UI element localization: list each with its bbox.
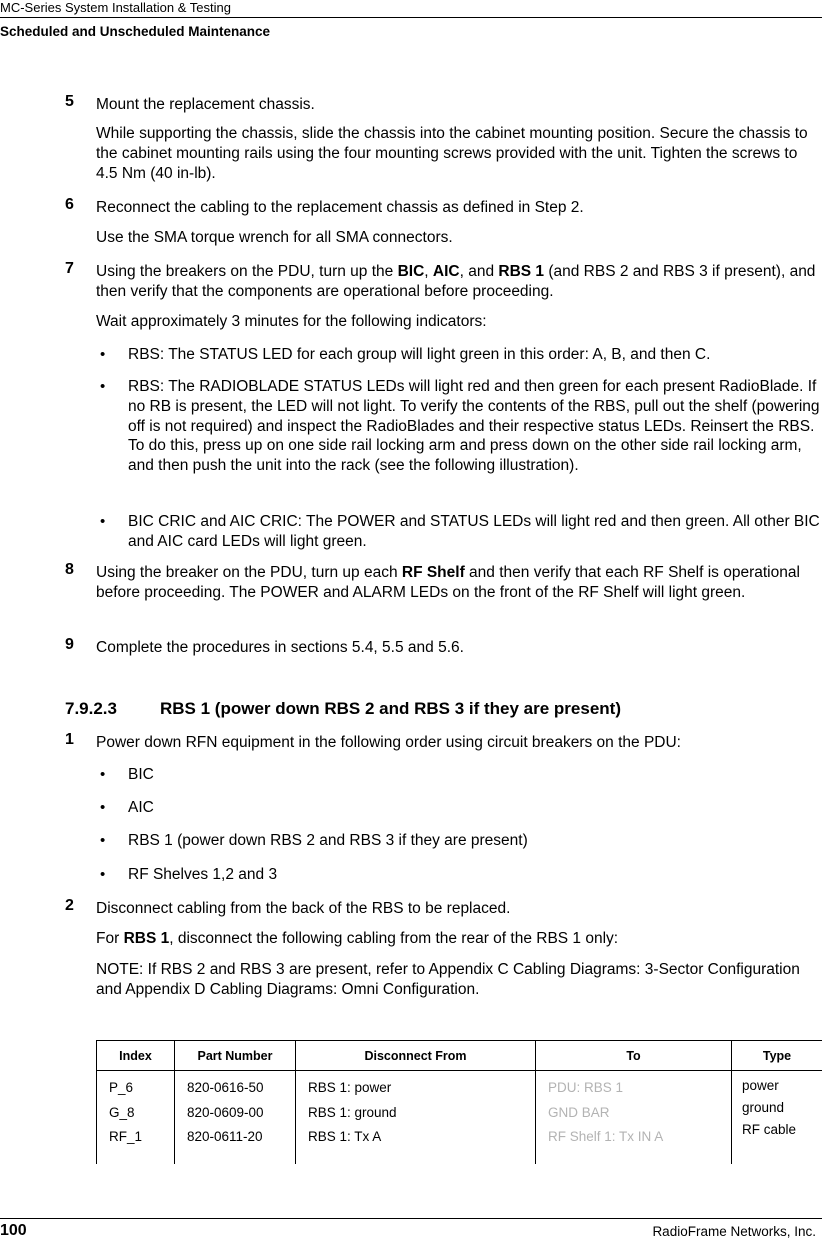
list-item: AIC bbox=[128, 799, 154, 816]
bullet-icon: • bbox=[100, 346, 106, 363]
step-detail: Wait approximately 3 minutes for the following indicators: bbox=[96, 313, 487, 330]
footer-divider bbox=[0, 1218, 822, 1219]
page-number: 100 bbox=[0, 1222, 27, 1239]
bullet-icon: • bbox=[100, 513, 106, 530]
list-item: RBS: The STATUS LED for each group will light green in this order: A, B, and then C. bbox=[128, 346, 711, 363]
disconnect-from-cell bbox=[296, 1071, 536, 1165]
column-header-part-number: Part Number bbox=[175, 1041, 296, 1071]
table-cell: G_8 bbox=[109, 1104, 135, 1120]
part-number-cell bbox=[175, 1071, 296, 1165]
index-cell bbox=[97, 1071, 175, 1165]
bullet-icon: • bbox=[100, 832, 106, 849]
table-cell: RBS 1: power bbox=[308, 1080, 392, 1095]
step-text bbox=[96, 262, 822, 302]
section-title: RBS 1 (power down RBS 2 and RBS 3 if they are present) bbox=[160, 699, 621, 718]
running-header-title: MC-Series System Installation & Testing bbox=[0, 0, 231, 15]
step-text: Complete the procedures in sections 5.4, 5.5 and 5.6. bbox=[96, 639, 464, 656]
step-text: Mount the replacement chassis. bbox=[96, 96, 315, 113]
step-number: 6 bbox=[65, 196, 74, 213]
bold-term: RBS 1 bbox=[498, 263, 545, 280]
column-header-disconnect-from: Disconnect From bbox=[296, 1041, 536, 1071]
table-cell: 820-0616-50 bbox=[187, 1080, 264, 1095]
table-cell: RF Shelf 1: Tx IN A bbox=[548, 1129, 664, 1144]
step-text: Reconnect the cabling to the replacement chassis as defined in Step 2. bbox=[96, 199, 584, 216]
text-run: , and bbox=[459, 263, 499, 280]
bullet-icon: • bbox=[100, 378, 106, 395]
bold-term: RBS 1 bbox=[123, 930, 170, 947]
table-cell: 820-0611-20 bbox=[187, 1129, 263, 1144]
step-text: Power down RFN equipment in the following order using circuit breakers on the PDU: bbox=[96, 734, 681, 751]
step-text bbox=[96, 563, 822, 603]
table-cell: 820-0609-00 bbox=[187, 1104, 264, 1120]
column-header-to: To bbox=[536, 1041, 732, 1071]
bold-term: BIC bbox=[397, 263, 425, 280]
step-number: 1 bbox=[65, 731, 74, 748]
step-detail: Use the SMA torque wrench for all SMA connectors. bbox=[96, 229, 453, 246]
section-number: 7.9.2.3 bbox=[65, 699, 117, 718]
bold-term: AIC bbox=[432, 263, 460, 280]
header-divider bbox=[0, 17, 822, 18]
section-heading bbox=[65, 699, 621, 719]
table-cell: RF cable bbox=[742, 1122, 797, 1137]
step-number: 9 bbox=[65, 636, 74, 653]
bold-term: RF Shelf bbox=[401, 564, 465, 581]
bullet-icon: • bbox=[100, 799, 106, 816]
list-item: BIC bbox=[128, 766, 154, 783]
list-item: RBS 1 (power down RBS 2 and RBS 3 if they are present) bbox=[128, 832, 528, 849]
text-run: , bbox=[424, 263, 433, 280]
text-run: Using the breakers on the PDU, turn up the bbox=[96, 263, 398, 280]
table-header-row bbox=[97, 1041, 822, 1071]
text-run: (and RBS 2 and RBS 3 if present), and then verify that the components are operational before proceeding. bbox=[96, 263, 816, 300]
table-cell: ground bbox=[742, 1100, 785, 1115]
column-header-index: Index bbox=[97, 1041, 175, 1071]
table-cell: RBS 1: Tx A bbox=[308, 1129, 382, 1144]
step-number: 2 bbox=[65, 897, 74, 914]
list-item: RF Shelves 1,2 and 3 bbox=[128, 866, 278, 883]
step-text: Disconnect cabling from the back of the RBS to be replaced. bbox=[96, 900, 511, 917]
bullet-icon: • bbox=[100, 766, 106, 783]
company-name: RadioFrame Networks, Inc. bbox=[652, 1224, 816, 1239]
running-header-subtitle: Scheduled and Unscheduled Maintenance bbox=[0, 24, 271, 39]
step-detail bbox=[96, 929, 822, 949]
table-cell: P_6 bbox=[109, 1080, 134, 1095]
text-run: and then verify that each RF Shelf is operational before proceeding. The POWER and ALARM LEDs on the front of the RF Shelf will light green. bbox=[96, 564, 800, 601]
text-run: Using the breaker on the PDU, turn up each bbox=[96, 564, 402, 581]
table-row bbox=[97, 1071, 822, 1165]
step-number: 7 bbox=[65, 260, 74, 277]
to-cell bbox=[536, 1071, 732, 1165]
table-cell: power bbox=[742, 1078, 779, 1093]
step-number: 5 bbox=[65, 93, 74, 110]
table-cell: RF_1 bbox=[109, 1129, 143, 1144]
list-item: RBS: The RADIOBLADE STATUS LEDs will light red and then green for each present RadioBlade. If no RB is present, the LED will not light. To verify the contents of the RBS, pull out the shelf (powering off is not required) and inspect the RadioBlades and their respective status LEDs. Reinsert the RBS. To do this, press up on one side rail locking arm and press down on the other side rail locking arm, and then push the unit into the rack (see the following illustration). bbox=[128, 378, 820, 475]
step-detail: While supporting the chassis, slide the chassis into the cabinet mounting position. Secure the chassis to the cabinet mounting rails using the four mounting screws provided with the unit. Tighten the screws to 4.5 Nm (40 in-lb). bbox=[96, 125, 808, 182]
cabling-table bbox=[96, 1040, 822, 1164]
type-cell bbox=[732, 1071, 822, 1165]
list-item: BIC CRIC and AIC CRIC: The POWER and STATUS LEDs will light red and then green. All other BIC and AIC card LEDs will light green. bbox=[128, 513, 820, 550]
text-run: , disconnect the following cabling from the rear of the RBS 1 only: bbox=[169, 930, 619, 947]
table-cell: GND BAR bbox=[548, 1104, 610, 1120]
bullet-icon: • bbox=[100, 866, 106, 883]
text-run: For bbox=[96, 930, 124, 947]
step-number: 8 bbox=[65, 561, 74, 578]
table-cell: RBS 1: ground bbox=[308, 1104, 397, 1120]
table-cell: PDU: RBS 1 bbox=[548, 1080, 624, 1095]
column-header-type: Type bbox=[732, 1041, 822, 1071]
note-text: NOTE: If RBS 2 and RBS 3 are present, refer to Appendix C Cabling Diagrams: 3-Sector Configuration and Appendix D Cabling Diagrams: Omni Configuration. bbox=[96, 961, 800, 998]
